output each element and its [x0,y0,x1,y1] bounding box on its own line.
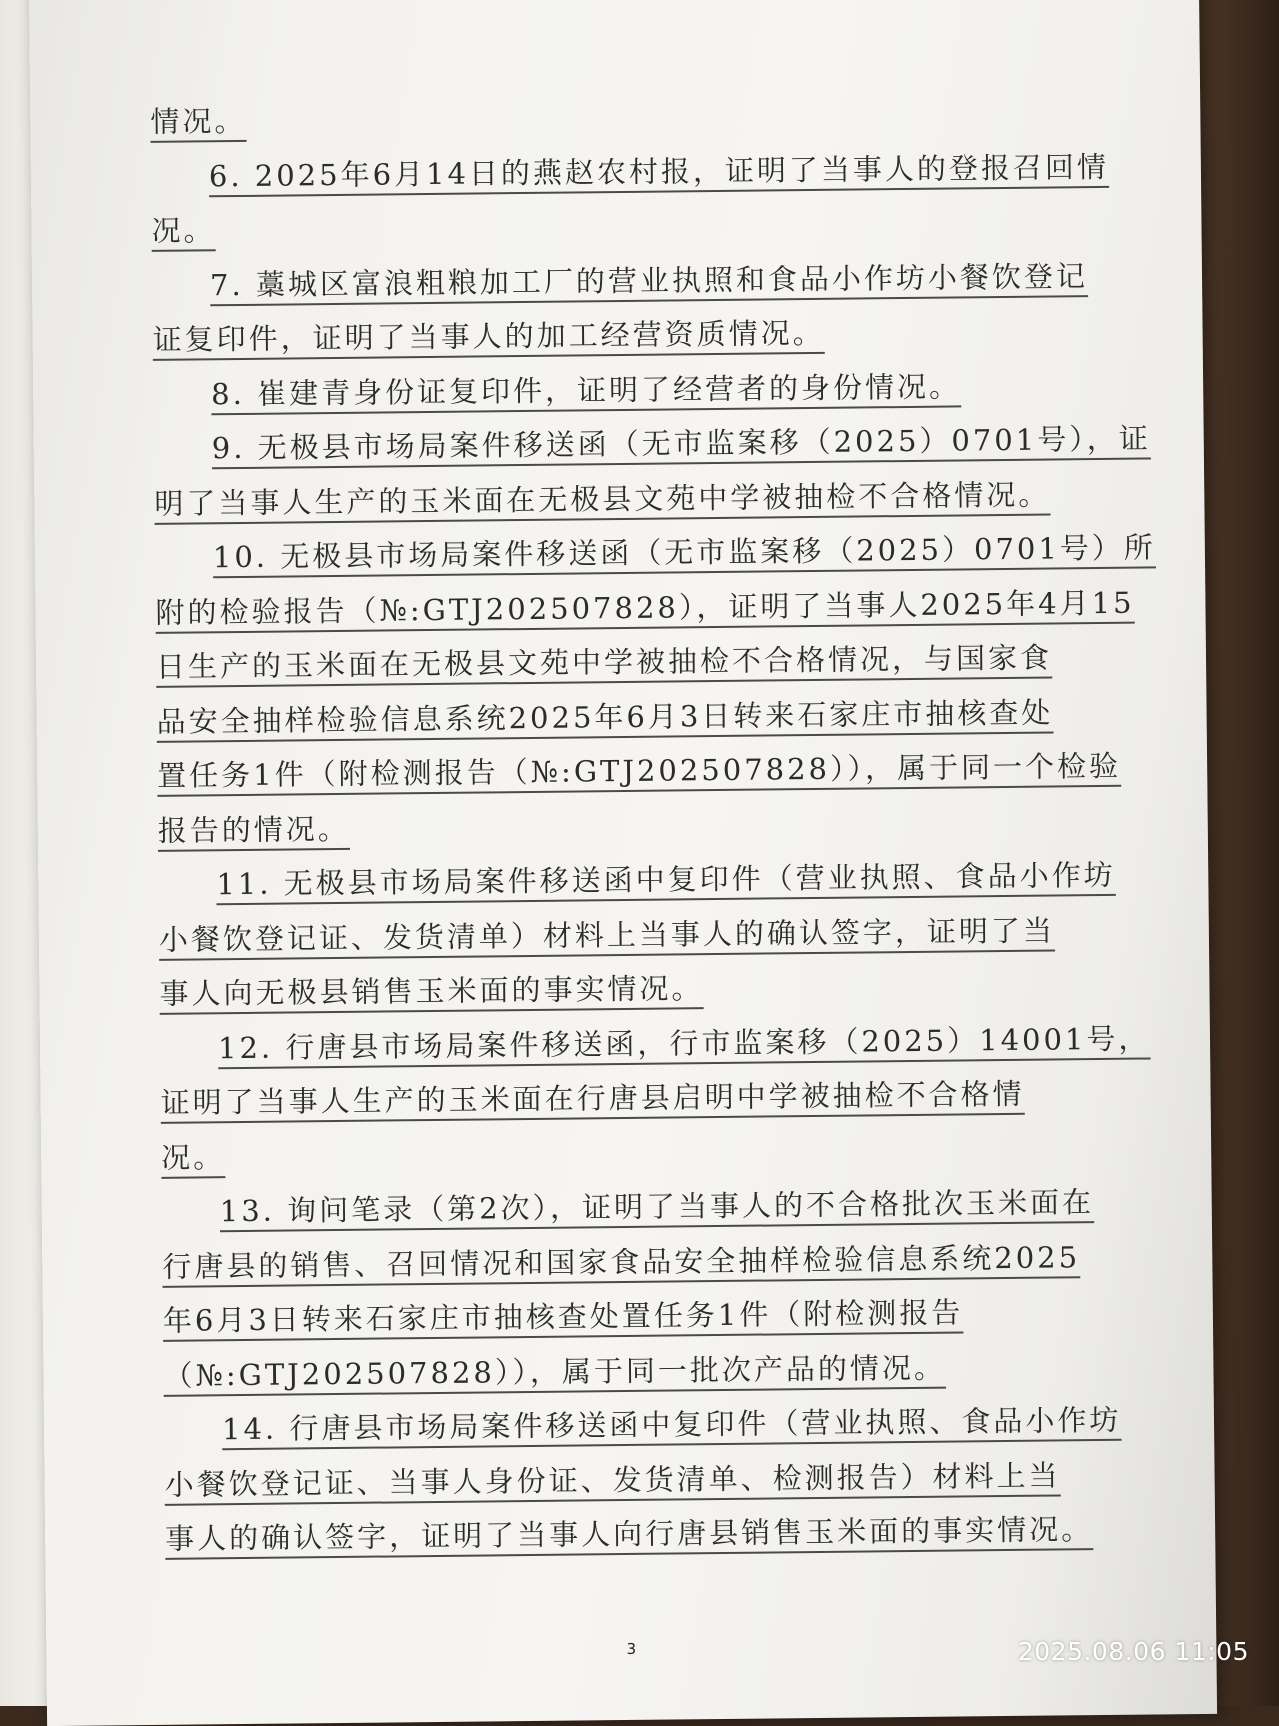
paragraph-line: 11. 无极县市场局案件移送函中复印件（营业执照、食品小作坊 [216,857,1116,902]
paragraph-line: 置任务1件（附检测报告（№:GTJ202507828）），属于同一个检验 [157,748,1122,793]
paragraph-line: 14. 行唐县市场局案件移送函中复印件（营业执照、食品小作坊 [221,1402,1122,1447]
paragraph-line: 9. 无极县市场局案件移送函（无市监案移（2025）0701号），证 [211,421,1151,466]
paragraph-line: （№:GTJ202507828）），属于同一批次产品的情况。 [163,1350,947,1393]
paragraph-line: 报告的情况。 [157,811,350,848]
paragraph-line: 品安全抽样检验信息系统2025年6月3日转来石家庄市抽核查处 [156,694,1054,739]
paragraph-line: 证明了当事人生产的玉米面在行唐县启明中学被抽检不合格情 [160,1076,1025,1120]
paragraph-line: 附的检验报告（№:GTJ202507828），证明了当事人2025年4月15 [155,585,1135,630]
paragraph-line: 明了当事人生产的玉米面在无极县文苑中学被抽检不合格情况。 [154,477,1051,521]
paragraph-line: 行唐县的销售、召回情况和国家食品安全抽样检验信息系统2025 [162,1239,1081,1284]
paragraph-line: 小餐饮登记证、发货清单）材料上当事人的确认签字，证明了当 [158,912,1056,957]
paragraph-line: 10. 无极县市场局案件移送函（无市监案移（2025）0701号）所 [212,530,1156,575]
paragraph-line: 小餐饮登记证、当事人身份证、发货清单、检测报告）材料上当 [164,1457,1061,1502]
paragraph-line: 事人向无极县销售玉米面的事实情况。 [159,971,704,1011]
paragraph-line: 12. 行唐县市场局案件移送函，行市监案移（2025）14001号， [217,1020,1151,1065]
photo-timestamp: 2025.08.06 11:05 [1017,1637,1249,1666]
paragraph-line: 证复印件，证明了当事人的加工经营资质情况。 [152,315,825,357]
paragraph-line: 7. 藁城区富浪粗粮加工厂的营业执照和食品小作坊小餐饮登记 [209,258,1089,302]
paragraph-line: 况。 [161,1139,226,1175]
paragraph-line: 事人的确认签字，证明了当事人向行唐县销售玉米面的事实情况。 [165,1512,1094,1556]
paragraph-line: 13. 询问笔录（第2次），证明了当事人的不合格批次玉米面在 [219,1185,1095,1229]
page-number: 3 [626,1639,637,1659]
paragraph-line: 8. 崔建青身份证复印件，证明了经营者的身份情况。 [211,368,962,411]
document-page [29,0,1217,1726]
paragraph-line: 日生产的玉米面在无极县文苑中学被抽检不合格情况，与国家食 [155,640,1053,684]
paragraph-line: 6. 2025年6月14日的燕赵农村报，证明了当事人的登报召回情 [208,149,1110,193]
paragraph-line: 年6月3日转来石家庄市抽核查处置任务1件（附检测报告 [162,1295,964,1338]
paragraph-line: 况。 [151,213,216,248]
evidence-list [150,84,1175,1566]
paragraph-line: 情况。 [150,103,247,139]
